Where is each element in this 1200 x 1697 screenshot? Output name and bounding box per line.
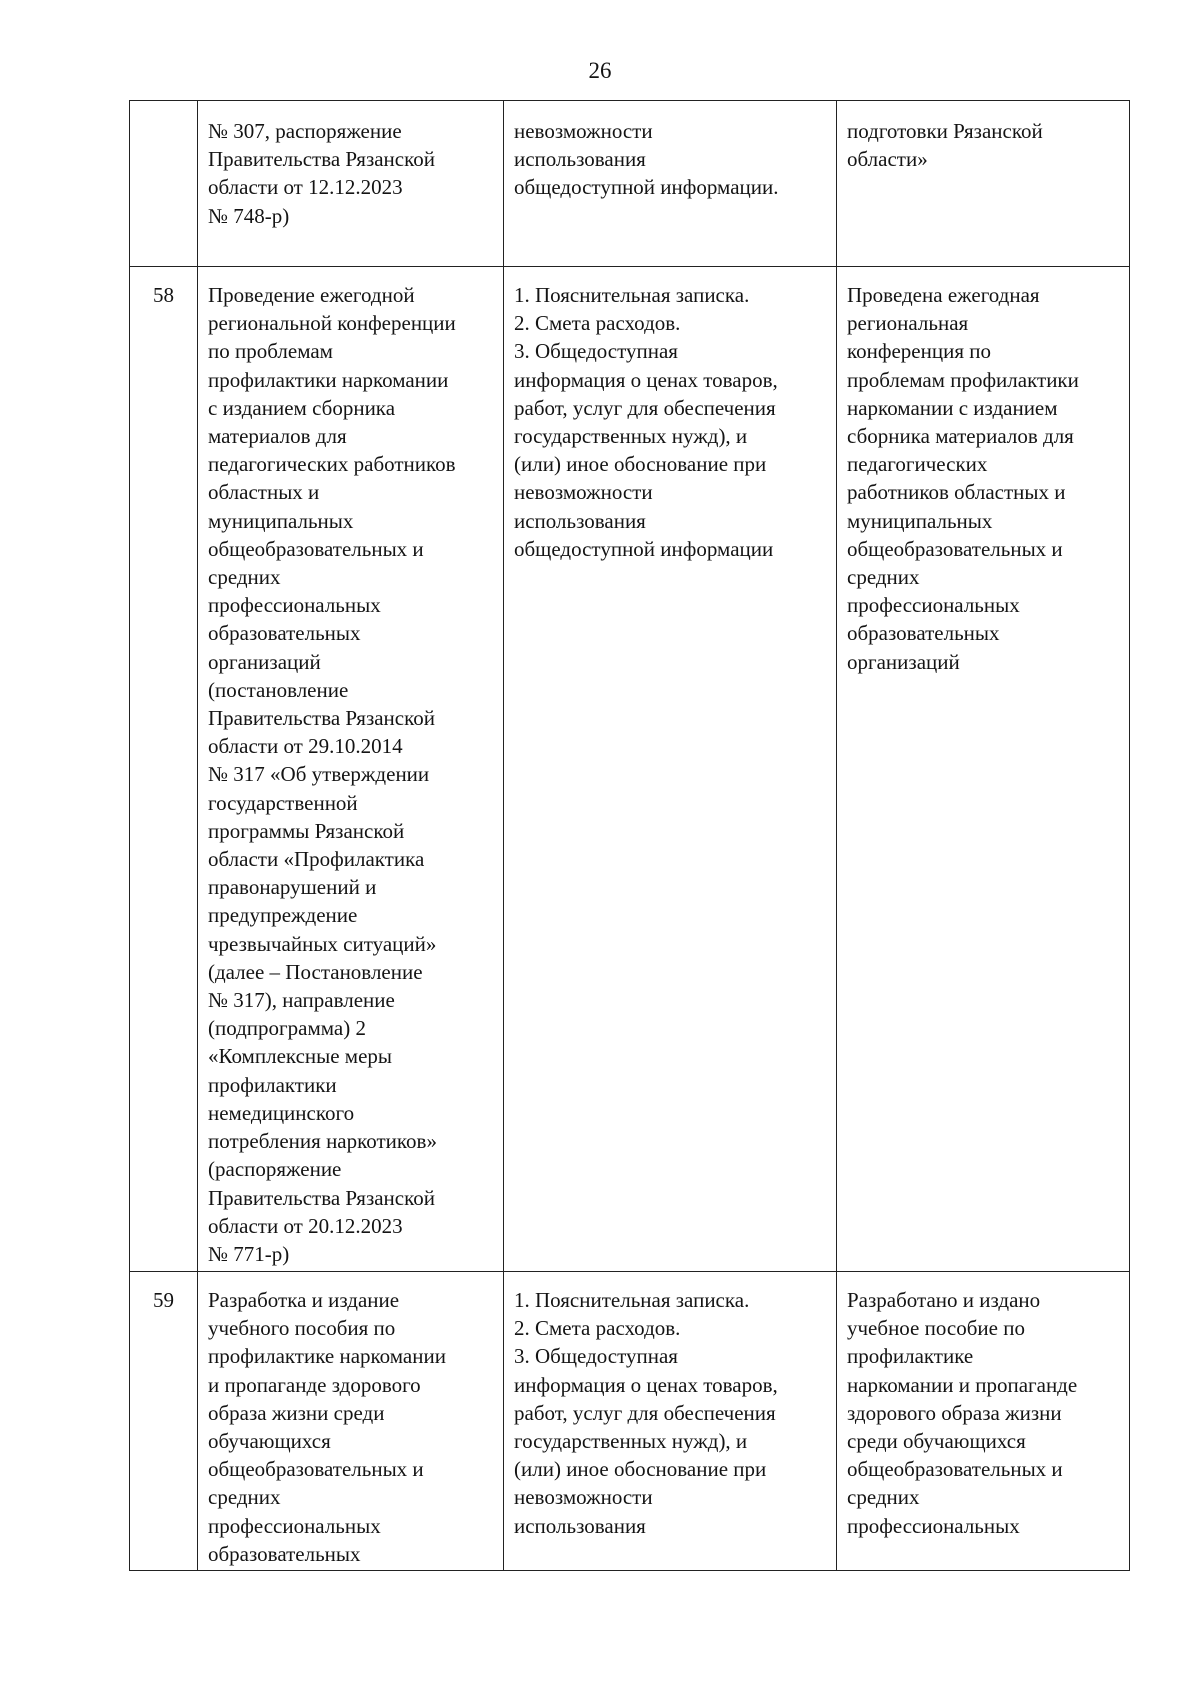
result-cell: подготовки Рязанской области»: [837, 101, 1130, 266]
result-cell: Проведена ежегодная региональная конференция по проблемам профилактики наркомании с изданием сборника материалов для педагогических работников областных и муниципальных общеобразовательных и средних профессиональных образовательных организаций: [837, 267, 1130, 1271]
table-row: [130, 267, 1130, 1272]
row-number-cell: 58: [130, 267, 198, 1271]
table-row: [130, 1272, 1130, 1571]
page-number: 26: [588, 58, 612, 83]
documents-cell: 1. Пояснительная записка. 2. Смета расходов. 3. Общедоступная информация о ценах товаров, работ, услуг для обеспечения государственных нужд), и (или) иное обоснование при невозможности использования: [504, 1272, 837, 1570]
row-number-cell: [130, 101, 198, 266]
row-number-cell: 59: [130, 1272, 198, 1570]
result-cell: Разработано и издано учебное пособие по профилактике наркомании и пропаганде здорового образа жизни среди обучающихся общеобразовательных и средних профессиональных: [837, 1272, 1130, 1570]
documents-cell: 1. Пояснительная записка. 2. Смета расходов. 3. Общедоступная информация о ценах товаров, работ, услуг для обеспечения государственных нужд), и (или) иное обоснование при невозможности использования общедоступной информации: [504, 267, 837, 1271]
event-cell: Разработка и издание учебного пособия по профилактике наркомании и пропаганде здорового образа жизни среди обучающихся общеобразовательных и средних профессиональных образовательных: [198, 1272, 504, 1570]
documents-cell: невозможности использования общедоступной информации.: [504, 101, 837, 266]
event-cell: № 307, распоряжение Правительства Рязанской области от 12.12.2023 № 748-р): [198, 101, 504, 266]
event-cell: Проведение ежегодной региональной конференции по проблемам профилактики наркомании с изданием сборника материалов для педагогических работников областных и муниципальных общеобразовательных и средних профессиональных образовательных организаций (постановление Правительства Рязанской области от 29.10.2014 № 317 «Об утверждении государственной программы Рязанской области «Профилактика правонарушений и предупреждение чрезвычайных ситуаций» (далее – Постановление № 317), направление (подпрограмма) 2 «Комплексные меры профилактики немедицинского потребления наркотиков» (распоряжение Правительства Рязанской области от 20.12.2023 № 771-р): [198, 267, 504, 1271]
table-row: [130, 101, 1130, 267]
measures-table: [129, 100, 1130, 1571]
